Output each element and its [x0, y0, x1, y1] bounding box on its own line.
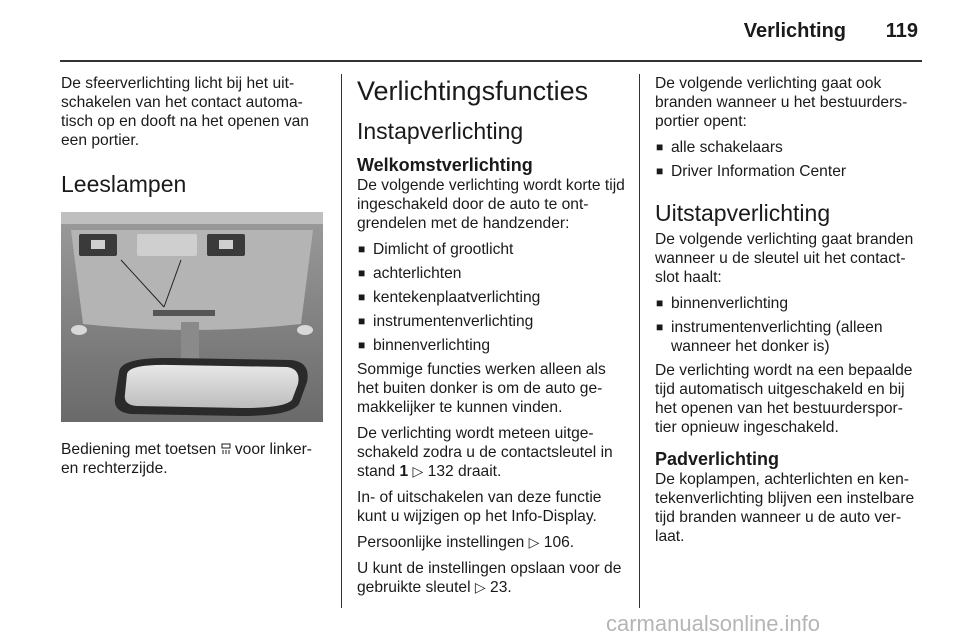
list-item: ■ achterlichten: [358, 265, 462, 282]
paragraph: Sommige functies werken alleen als het buiten donker is om de auto ge-makkelijker te kunnen vinden.: [357, 361, 606, 416]
list-item: ■ binnenverlichting: [656, 295, 789, 312]
bullet-list: [655, 294, 923, 356]
bullet-icon: ■: [358, 242, 366, 256]
bullet-list: [655, 138, 923, 181]
heading-uitstapverlichting: Uitstapverlichting: [655, 200, 831, 226]
column-divider-2: [639, 74, 640, 608]
list-item: ■ instrumentenverlichting (alleen wanneer het donker is): [656, 319, 883, 355]
paragraph: De verlichting wordt na een bepaalde tijd automatisch uitgeschakeld en bij het openen van het bestuurderspor-tier opnieuw ingeschakeld.: [655, 362, 913, 436]
list-item: ■ kentekenplaatverlichting: [358, 289, 541, 306]
column-3: [655, 74, 923, 553]
page-number: 119: [885, 20, 918, 42]
page-reference-icon: ▷: [474, 579, 486, 595]
heading-instapverlichting: Instapverlichting: [357, 118, 524, 144]
ignition-position: 1: [399, 463, 409, 480]
paragraph: Persoonlijke instellingen ▷ 106.: [357, 534, 575, 551]
list-item: ■ Driver Information Center: [656, 163, 847, 180]
heading-welkomstverlichting: Welkomstverlichting: [357, 155, 533, 175]
bullet-icon: ■: [656, 140, 664, 154]
bullet-icon: ■: [358, 290, 366, 304]
paragraph: De verlichting wordt meteen uitge-schakeld zodra u de contactsleutel in stand 1 ▷ 132 draait.: [357, 425, 613, 480]
photo-caption: Bediening met toetsen voor linker- en rechterzijde.: [61, 441, 312, 477]
header-rule: [60, 60, 922, 62]
paragraph: De koplampen, achterlichten en ken-tekenverlichting blijven een instelbare tijd branden wanneer u de auto ver-laat.: [655, 471, 915, 545]
bullet-icon: ■: [358, 314, 366, 328]
list-item: ■ Dimlicht of grootlicht: [358, 241, 514, 258]
column-2: [357, 74, 625, 604]
bullet-icon: ■: [656, 296, 664, 310]
section-heading-leeslampen: Leeslampen: [61, 171, 187, 197]
interior-lamp-icon: [221, 443, 231, 455]
reading-lamps-photo: [61, 212, 323, 422]
bullet-icon: ■: [656, 164, 664, 178]
list-item: ■ alle schakelaars: [656, 139, 783, 156]
bullet-icon: ■: [358, 266, 366, 280]
paragraph: U kunt de instellingen opslaan voor de gebruikte sleutel ▷ 23.: [357, 560, 622, 596]
list-item: ■ binnenverlichting: [358, 337, 491, 354]
intro-paragraph: De sfeerverlichting licht bij het uit-schakelen van het contact automa-tisch op en dooft na het openen van een portier.: [61, 75, 309, 149]
list-item: ■ instrumentenverlichting: [358, 313, 534, 330]
paragraph: In- of uitschakelen van deze functie kunt u wijzigen op het Info-Display.: [357, 489, 602, 525]
page-reference-icon: ▷: [412, 463, 424, 479]
paragraph: De volgende verlichting gaat branden wanneer u de sleutel uit het contact-slot haalt:: [655, 231, 914, 286]
page-reference-icon: ▷: [528, 534, 540, 550]
column-divider-1: [341, 74, 342, 608]
watermark: carmanualsonline.info: [606, 611, 821, 636]
paragraph: De volgende verlichting wordt korte tijd ingeschakeld door de auto te ont-grendelen met de handzender:: [357, 177, 625, 232]
paragraph: De volgende verlichting gaat ook branden wanneer u het bestuurders-portier opent:: [655, 75, 908, 130]
column-1: [61, 74, 325, 485]
heading-padverlichting: Padverlichting: [655, 449, 780, 469]
bullet-list: [357, 240, 625, 355]
heading-verlichtingsfuncties: Verlichtingsfuncties: [357, 76, 589, 106]
bullet-icon: ■: [358, 338, 366, 352]
bullet-icon: ■: [656, 320, 664, 334]
page-header-title: Verlichting: [743, 20, 846, 42]
